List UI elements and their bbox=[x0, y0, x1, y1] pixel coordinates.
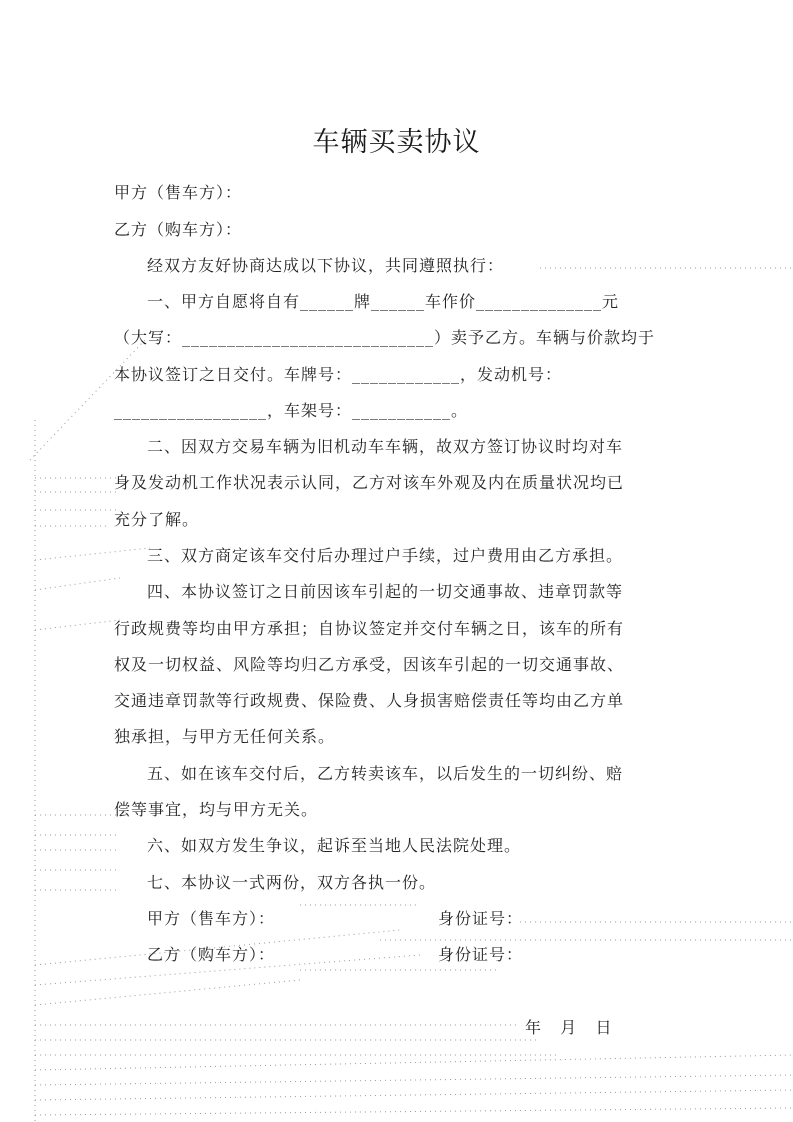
clause-2-line: 身及发动机工作状况表示认同，乙方对该车外观及内在质量状况均已 bbox=[114, 473, 625, 492]
party-a-signature-label: 甲方（售车方）： bbox=[147, 909, 276, 928]
clause-6: 六、如双方发生争议，起诉至当地人民法院处理。 bbox=[147, 836, 522, 855]
clause-1-line: （大写：____________________________）卖予乙方。车辆与价款均于 bbox=[114, 328, 656, 347]
clause-5-line: 五、如在该车交付后，乙方转卖该车，以后发生的一切纠纷、赔 bbox=[147, 764, 624, 783]
clause-1-line: 本协议签订之日交付。车牌号：____________，发动机号： bbox=[114, 365, 563, 384]
clause-3: 三、双方商定该车交付后办理过户手续，过户费用由乙方承担。 bbox=[147, 546, 624, 565]
clause-1-line: _________________，车架号：___________。 bbox=[114, 401, 469, 420]
clause-4-line: 行政规费等均由甲方承担；自协议签定并交付车辆之日，该车的所有 bbox=[114, 619, 625, 638]
party-a-header: 甲方（售车方）： bbox=[114, 183, 243, 202]
party-b-header: 乙方（购车方）： bbox=[114, 220, 243, 239]
clause-4-line: 权及一切权益、风险等均归乙方承受，因该车引起的一切交通事故、 bbox=[114, 655, 625, 674]
clause-2-line: 二、因双方交易车辆为旧机动车车辆，故双方签订协议时均对车 bbox=[147, 437, 624, 456]
clause-7: 七、本协议一式两份，双方各执一份。 bbox=[147, 873, 437, 892]
date-line: 年 月 日 bbox=[525, 1018, 613, 1037]
party-a-id-label: 身份证号： bbox=[438, 909, 524, 928]
clause-4-line: 独承担，与甲方无任何关系。 bbox=[114, 727, 336, 746]
clause-4-line: 交通违章罚款等行政规费、保险费、人身损害赔偿责任等均由乙方单 bbox=[114, 691, 625, 710]
intro-paragraph: 经双方友好协商达成以下协议，共同遵照执行： bbox=[147, 256, 505, 275]
clause-4-line: 四、本协议签订之日前因该车引起的一切交通事故、违章罚款等 bbox=[147, 582, 624, 601]
page-title: 车辆买卖协议 bbox=[312, 127, 481, 158]
party-b-id-label: 身份证号： bbox=[438, 945, 524, 964]
clause-1-line: 一、甲方自愿将自有______牌______车作价______________元 bbox=[147, 292, 620, 311]
party-b-signature-label: 乙方（购车方）： bbox=[147, 945, 276, 964]
clause-5-line: 偿等事宜，均与甲方无关。 bbox=[114, 800, 319, 819]
clause-2-line: 充分了解。 bbox=[114, 510, 200, 529]
